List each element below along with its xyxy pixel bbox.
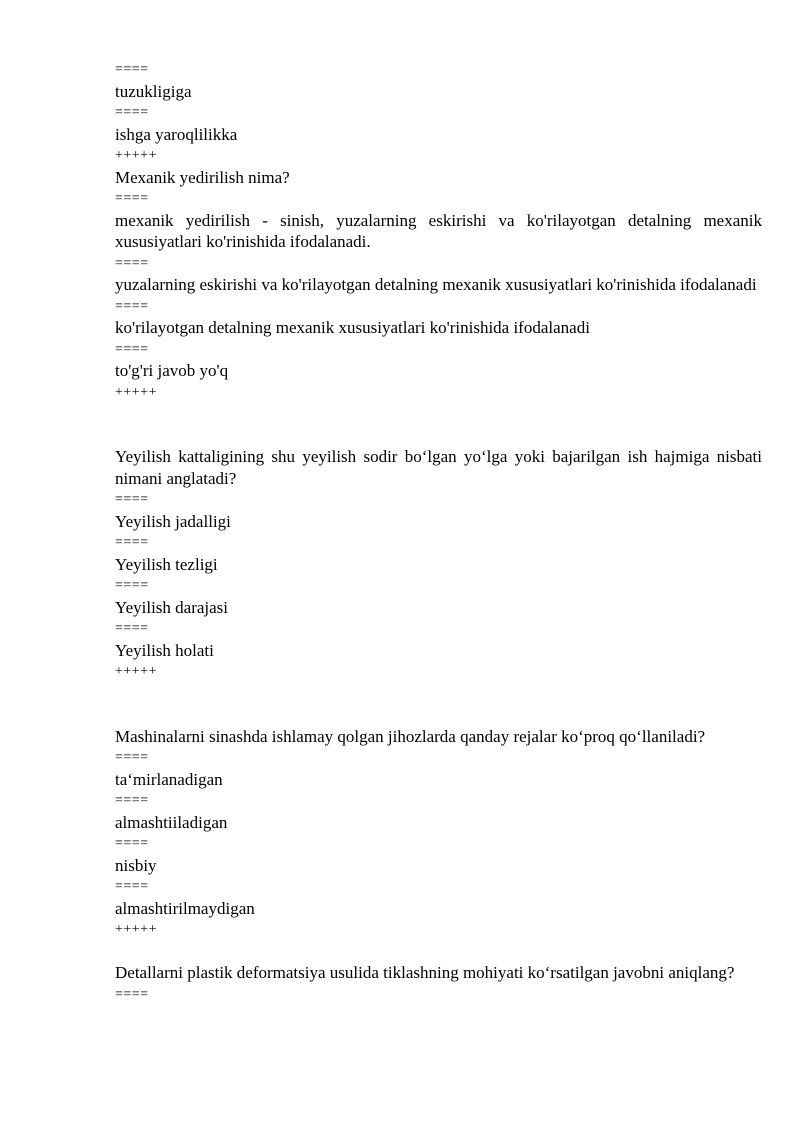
document-text-line: Detallarni plastik deformatsiya usulida tiklashning mohiyati ko‘rsatilgan javobni aniqlang? (115, 963, 735, 982)
document-text-line: Yeyilish jadalligi (115, 511, 231, 531)
answer-separator: ==== (115, 298, 149, 314)
answer-separator: ==== (115, 836, 149, 851)
document-text-line: Yeyilish darajasi (115, 597, 229, 617)
answer-separator: ==== (115, 879, 149, 894)
document-text-line: yuzalarning eskirishi va ko'rilayotgan detalning mexanik xususiyatlari ko'rinishida ifodalanadi (115, 275, 757, 294)
answer-separator: ==== (115, 492, 149, 507)
answer-separator: ==== (115, 191, 149, 206)
paragraph-gap (115, 941, 762, 963)
document-text-line: Mexanik yedirilish nima? (115, 167, 290, 187)
document-text-line: Yeyilish tezligi (115, 554, 218, 574)
answer-separator: ==== (115, 793, 149, 808)
answer-separator: ==== (115, 986, 149, 1002)
answer-separator: ==== (115, 621, 149, 636)
document-text-line: almashtiiladigan (115, 812, 228, 832)
document-page (115, 59, 762, 1005)
document-text-line: ta‘mirlanadigan (115, 769, 223, 789)
answer-separator: ==== (115, 535, 149, 550)
question-end-marker: +++++ (115, 148, 157, 163)
document-text-line: mexanik yedirilish - sinish, yuzalarning eskirishi va ko'rilayotgan detalning mexanik xususiyatlari ko'rinishida ifodalanadi. (115, 210, 762, 251)
document-text-line: Yeyilish holati (115, 640, 214, 660)
answer-separator: ==== (115, 341, 149, 357)
document-text-line: tuzukligiga (115, 81, 192, 101)
document-text-line: Mashinalarni sinashda ishlamay qolgan jihozlarda qanday rejalar ko‘proq qo‘llaniladi? (115, 726, 706, 746)
answer-separator: ==== (115, 750, 149, 765)
document-text-line: ishga yaroqlilikka (115, 124, 238, 144)
paragraph-gap (115, 403, 762, 446)
answer-separator: ==== (115, 578, 149, 593)
question-end-marker: +++++ (115, 922, 157, 937)
question-end-marker: +++++ (115, 664, 157, 679)
document-text-line: Yeyilish kattaligining shu yeyilish sodir bo‘lgan yo‘lga yoki bajarilgan ish hajmiga nisbati nimani anglatadi? (115, 447, 762, 488)
answer-separator: ==== (115, 105, 149, 120)
document-text-line: ko'rilayotgan detalning mexanik xususiyatlari ko'rinishida ifodalanadi (115, 318, 590, 337)
answer-separator: ==== (115, 255, 149, 271)
document-text-line: almashtirilmaydigan (115, 898, 255, 918)
answer-separator: ==== (115, 62, 149, 77)
document-text-line: nisbiy (115, 855, 157, 875)
paragraph-gap (115, 683, 762, 726)
question-end-marker: +++++ (115, 384, 157, 400)
document-text-line: to'g'ri javob yo'q (115, 361, 229, 380)
